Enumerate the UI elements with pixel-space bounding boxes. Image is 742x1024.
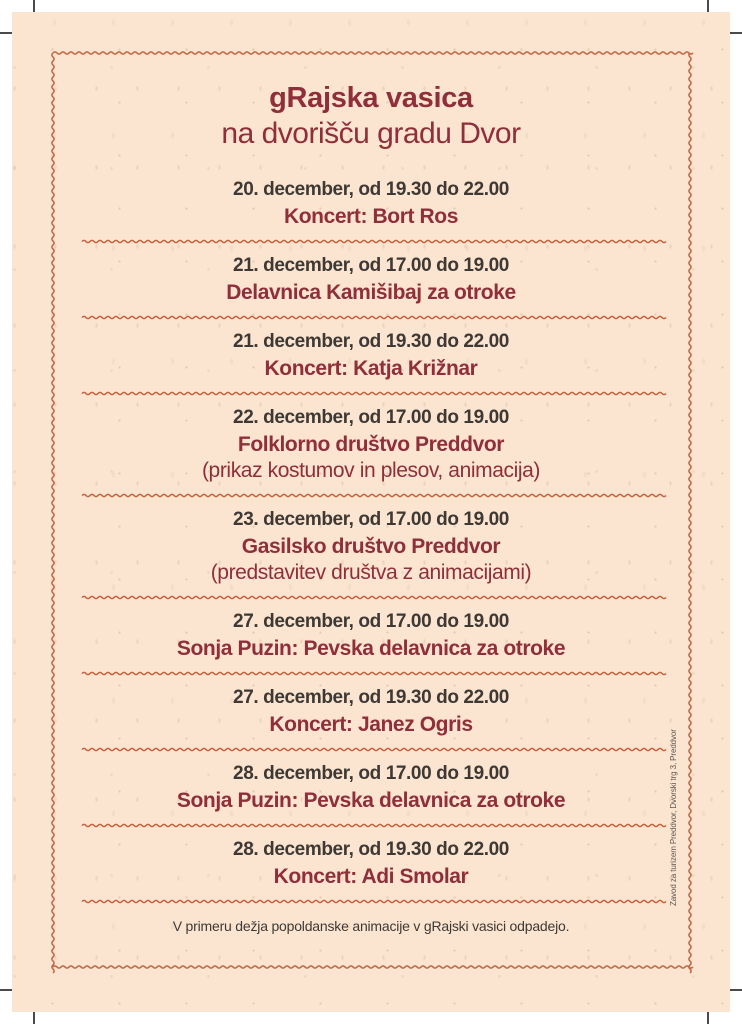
event-name: Folklorno društvo Preddvor [237, 433, 505, 456]
event-name: Koncert: Adi Smolar [273, 865, 469, 888]
wavy-divider [82, 593, 660, 602]
event-datetime: 20. december, od 19.30 do 22.00 [233, 179, 509, 200]
event-datetime: 21. december, od 19.30 do 22.00 [233, 331, 509, 352]
event-name: Gasilsko društvo Preddvor [241, 535, 501, 558]
event-name: Koncert: Katja Križnar [264, 357, 478, 380]
page-subtitle: na dvorišču gradu Dvor [221, 117, 521, 150]
wavy-divider [82, 821, 660, 830]
footer-note: V primeru dežja popoldanske animacije v gRajski vasici odpadejo. [172, 918, 570, 934]
event-datetime: 23. december, od 17.00 do 19.00 [233, 509, 509, 530]
side-credit: Zavod za turizem Preddvor, Dvorski trg 3, Preddvor [669, 729, 678, 906]
wavy-border-left [48, 53, 58, 967]
event-item [81, 685, 661, 738]
event-datetime: 22. december, od 17.00 do 19.00 [233, 407, 509, 428]
event-description: (prikaz kostumov in plesov, animacija) [201, 459, 541, 482]
event-name: Koncert: Janez Ogris [269, 713, 473, 736]
event-item [81, 177, 661, 230]
event-datetime: 27. december, od 19.30 do 22.00 [233, 687, 509, 708]
event-item [81, 405, 661, 484]
wavy-divider [82, 897, 660, 906]
event-item [81, 329, 661, 382]
poster-content [81, 53, 661, 936]
wavy-divider [82, 237, 660, 246]
event-datetime: 28. december, od 17.00 do 19.00 [233, 763, 509, 784]
page-title: gRajska vasica [269, 82, 473, 114]
event-datetime: 21. december, od 17.00 do 19.00 [233, 255, 509, 276]
event-name: Koncert: Bort Ros [283, 205, 459, 228]
event-item [81, 837, 661, 890]
event-list [81, 177, 661, 906]
event-item [81, 253, 661, 306]
event-name: Sonja Puzin: Pevska delavnica za otroke [176, 789, 566, 812]
event-name: Delavnica Kamišibaj za otroke [226, 281, 516, 304]
poster-page [12, 12, 730, 1012]
event-item [81, 507, 661, 586]
wavy-border-bottom [53, 962, 690, 972]
wavy-divider [82, 313, 660, 322]
event-name: Sonja Puzin: Pevska delavnica za otroke [176, 637, 566, 660]
wavy-divider [82, 491, 660, 500]
event-item [81, 761, 661, 814]
event-datetime: 28. december, od 19.30 do 22.00 [233, 839, 509, 860]
wavy-divider [82, 669, 660, 678]
event-datetime: 27. december, od 17.00 do 19.00 [233, 611, 509, 632]
event-item [81, 609, 661, 662]
event-description: (predstavitev društva z animacijami) [210, 561, 532, 584]
wavy-border-right [685, 53, 695, 967]
wavy-divider [82, 389, 660, 398]
wavy-divider [82, 745, 660, 754]
